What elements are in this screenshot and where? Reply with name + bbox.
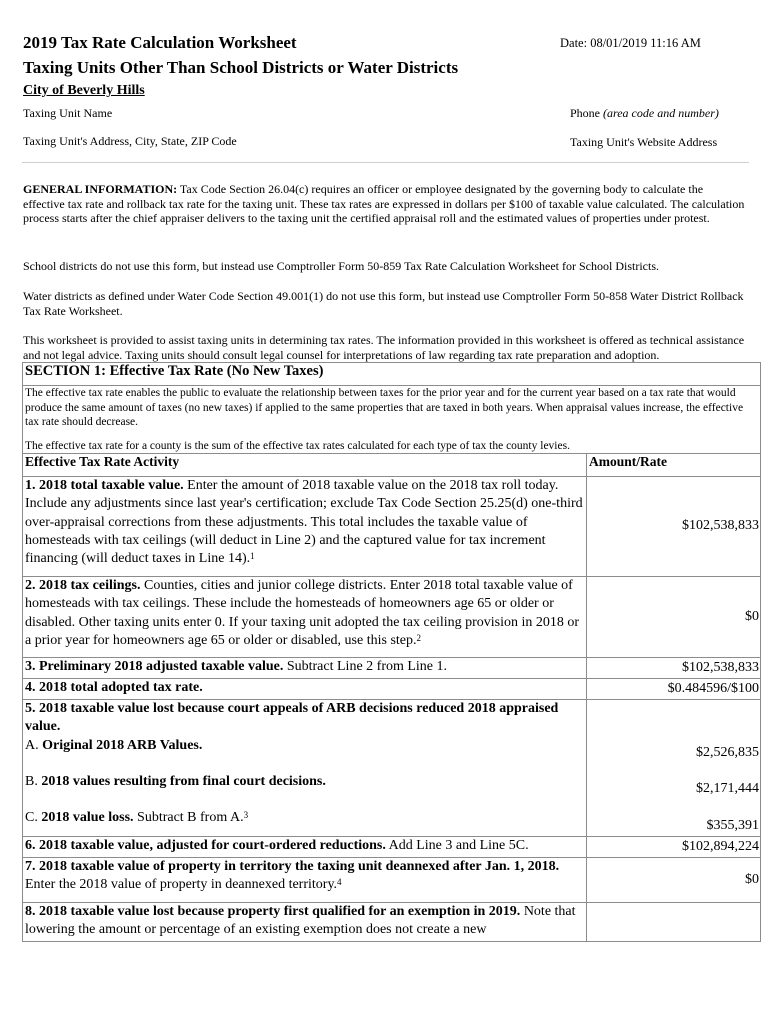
assistance-note: This worksheet is provided to assist taxing units in determining tax rates. The information provided in this worksheet is offered as technical assistance and not legal advice. Taxing units should consult legal counsel for interpretations of law regarding tax rate preparation and adoption. bbox=[23, 333, 745, 362]
table-row bbox=[23, 858, 761, 903]
website-label: Taxing Unit's Website Address bbox=[570, 135, 718, 149]
section1-intro-row bbox=[23, 386, 761, 454]
line-7-description: 7. 2018 taxable value of property in territory the taxing unit deannexed after Jan. 1, 2018. Enter the 2018 value of property in deannexed territory.$^4$ bbox=[23, 858, 587, 903]
line-1-description: 1. 2018 total taxable value. Enter the amount of 2018 taxable value on the 2018 tax roll today. Include any adjustments since last year's certification; exclude Tax Code Section 25.25(d) one-third over-appraisal corrections from these adjustments. This total includes the taxable value of homesteads with tax ceilings (will deduct in Line 2) and the captured value for tax increment financing (will deduct taxes in Line 14).$^1$ bbox=[23, 477, 587, 577]
table-row bbox=[23, 577, 761, 658]
line-8-amount bbox=[587, 903, 761, 942]
section1-intro-p2: The effective tax rate for a county is the sum of the effective tax rates calculated for each type of tax the county levies. bbox=[25, 439, 570, 452]
line-2-amount: $0 bbox=[587, 577, 761, 658]
address-label: Taxing Unit's Address, City, State, ZIP Code bbox=[23, 134, 237, 148]
general-info-lead: GENERAL INFORMATION: bbox=[23, 182, 178, 196]
table-row bbox=[23, 837, 761, 858]
line-5c-label: C. 2018 value loss. Subtract B from A.$^3$ bbox=[25, 810, 249, 826]
general-info-text: Tax Code Section 26.04(c) requires an officer or employee designated by the governing body to calculate the effective tax rate and rollback tax rate for the taxing unit. These tax rates are expressed in dollars per $100 of taxable value calculated. The calculation process starts after the chief appraiser delivers to the taxing unit the certified appraisal roll and the estimated values of properties under protest. bbox=[23, 182, 745, 225]
section1-header-row bbox=[23, 363, 761, 386]
line-5b-label: B. 2018 values resulting from final court decisions. bbox=[25, 773, 326, 789]
header-divider bbox=[22, 162, 749, 163]
line-3-amount: $102,538,833 bbox=[587, 658, 761, 679]
line-6-amount: $102,894,224 bbox=[587, 837, 761, 858]
worksheet-date: Date: 08/01/2019 11:16 AM bbox=[560, 36, 701, 50]
section1-title: SECTION 1: Effective Tax Rate (No New Taxes) bbox=[23, 363, 761, 386]
line-5b-amount: $2,171,444 bbox=[696, 781, 760, 797]
phone-label bbox=[570, 106, 719, 121]
table-row bbox=[23, 658, 761, 679]
taxing-unit-name-label: Taxing Unit Name bbox=[23, 106, 113, 120]
line-5-title: 5. 2018 taxable value lost because court appeals of ARB decisions reduced 2018 appraised value. bbox=[25, 701, 559, 735]
worksheet-subtitle: Taxing Units Other Than School Districts or Water Districts bbox=[23, 58, 459, 77]
line-4-amount: $0.484596/$100 bbox=[587, 679, 761, 700]
column-header-activity: Effective Tax Rate Activity bbox=[23, 454, 587, 477]
line-7-amount: $0 bbox=[587, 858, 761, 903]
table-row bbox=[23, 700, 761, 837]
line-4-description: 4. 2018 total adopted tax rate. bbox=[23, 679, 587, 700]
line-5a-label: A. Original 2018 ARB Values. bbox=[25, 737, 203, 753]
line-2-description: 2. 2018 tax ceilings. Counties, cities and junior college districts. Enter 2018 total taxable value of homesteads with tax ceilings. These include the homesteads of homeowners age 65 or older or disabled. Other taxing units enter 0. If your taxing unit adopted the tax ceiling provision in 2018 or a prior year for homeowners age 65 or older or disabled, use this step.$^2$ bbox=[23, 577, 587, 658]
taxing-unit-name-value: City of Beverly Hills bbox=[23, 83, 145, 98]
school-districts-note: School districts do not use this form, but instead use Comptroller Form 50-859 Tax Rate Calculation Worksheet for School Districts. bbox=[23, 259, 660, 273]
line-5-amounts bbox=[587, 700, 761, 837]
table-row bbox=[23, 477, 761, 577]
phone-label-text: Phone bbox=[570, 106, 600, 120]
line-1-amount: $102,538,833 bbox=[587, 477, 761, 577]
table-row bbox=[23, 903, 761, 942]
section1-intro bbox=[23, 386, 761, 454]
water-districts-note: Water districts as defined under Water Code Section 49.001(1) do not use this form, but instead use Comptroller Form 50-858 Water District Rollback Tax Rate Worksheet. bbox=[23, 289, 744, 318]
column-header-row bbox=[23, 454, 761, 477]
table-row bbox=[23, 679, 761, 700]
line-6-description: 6. 2018 taxable value, adjusted for court-ordered reductions. Add Line 3 and Line 5C. bbox=[23, 837, 587, 858]
column-header-amount: Amount/Rate bbox=[587, 454, 761, 477]
line-5-description bbox=[23, 700, 587, 837]
phone-label-hint: (area code and number) bbox=[603, 106, 719, 120]
general-info-paragraph bbox=[23, 182, 745, 226]
section1-table bbox=[22, 362, 761, 942]
worksheet-title: 2019 Tax Rate Calculation Worksheet bbox=[23, 33, 297, 52]
line-5c-amount: $355,391 bbox=[706, 817, 760, 833]
line-3-description: 3. Preliminary 2018 adjusted taxable value. Subtract Line 2 from Line 1. bbox=[23, 658, 587, 679]
section1-intro-p1: The effective tax rate enables the public to evaluate the relationship between taxes for the prior year and for the current year based on a tax rate that would produce the same amount of taxes (no new taxes) if applied to the same properties that are taxed in both years. When appraisal values increase, the effective tax rate should decrease. bbox=[25, 387, 744, 428]
line-8-description: 8. 2018 taxable value lost because property first qualified for an exemption in 2019. Note that lowering the amount or percentage of an existing exemption does not create a new bbox=[23, 903, 587, 942]
line-5a-amount: $2,526,835 bbox=[696, 745, 760, 760]
